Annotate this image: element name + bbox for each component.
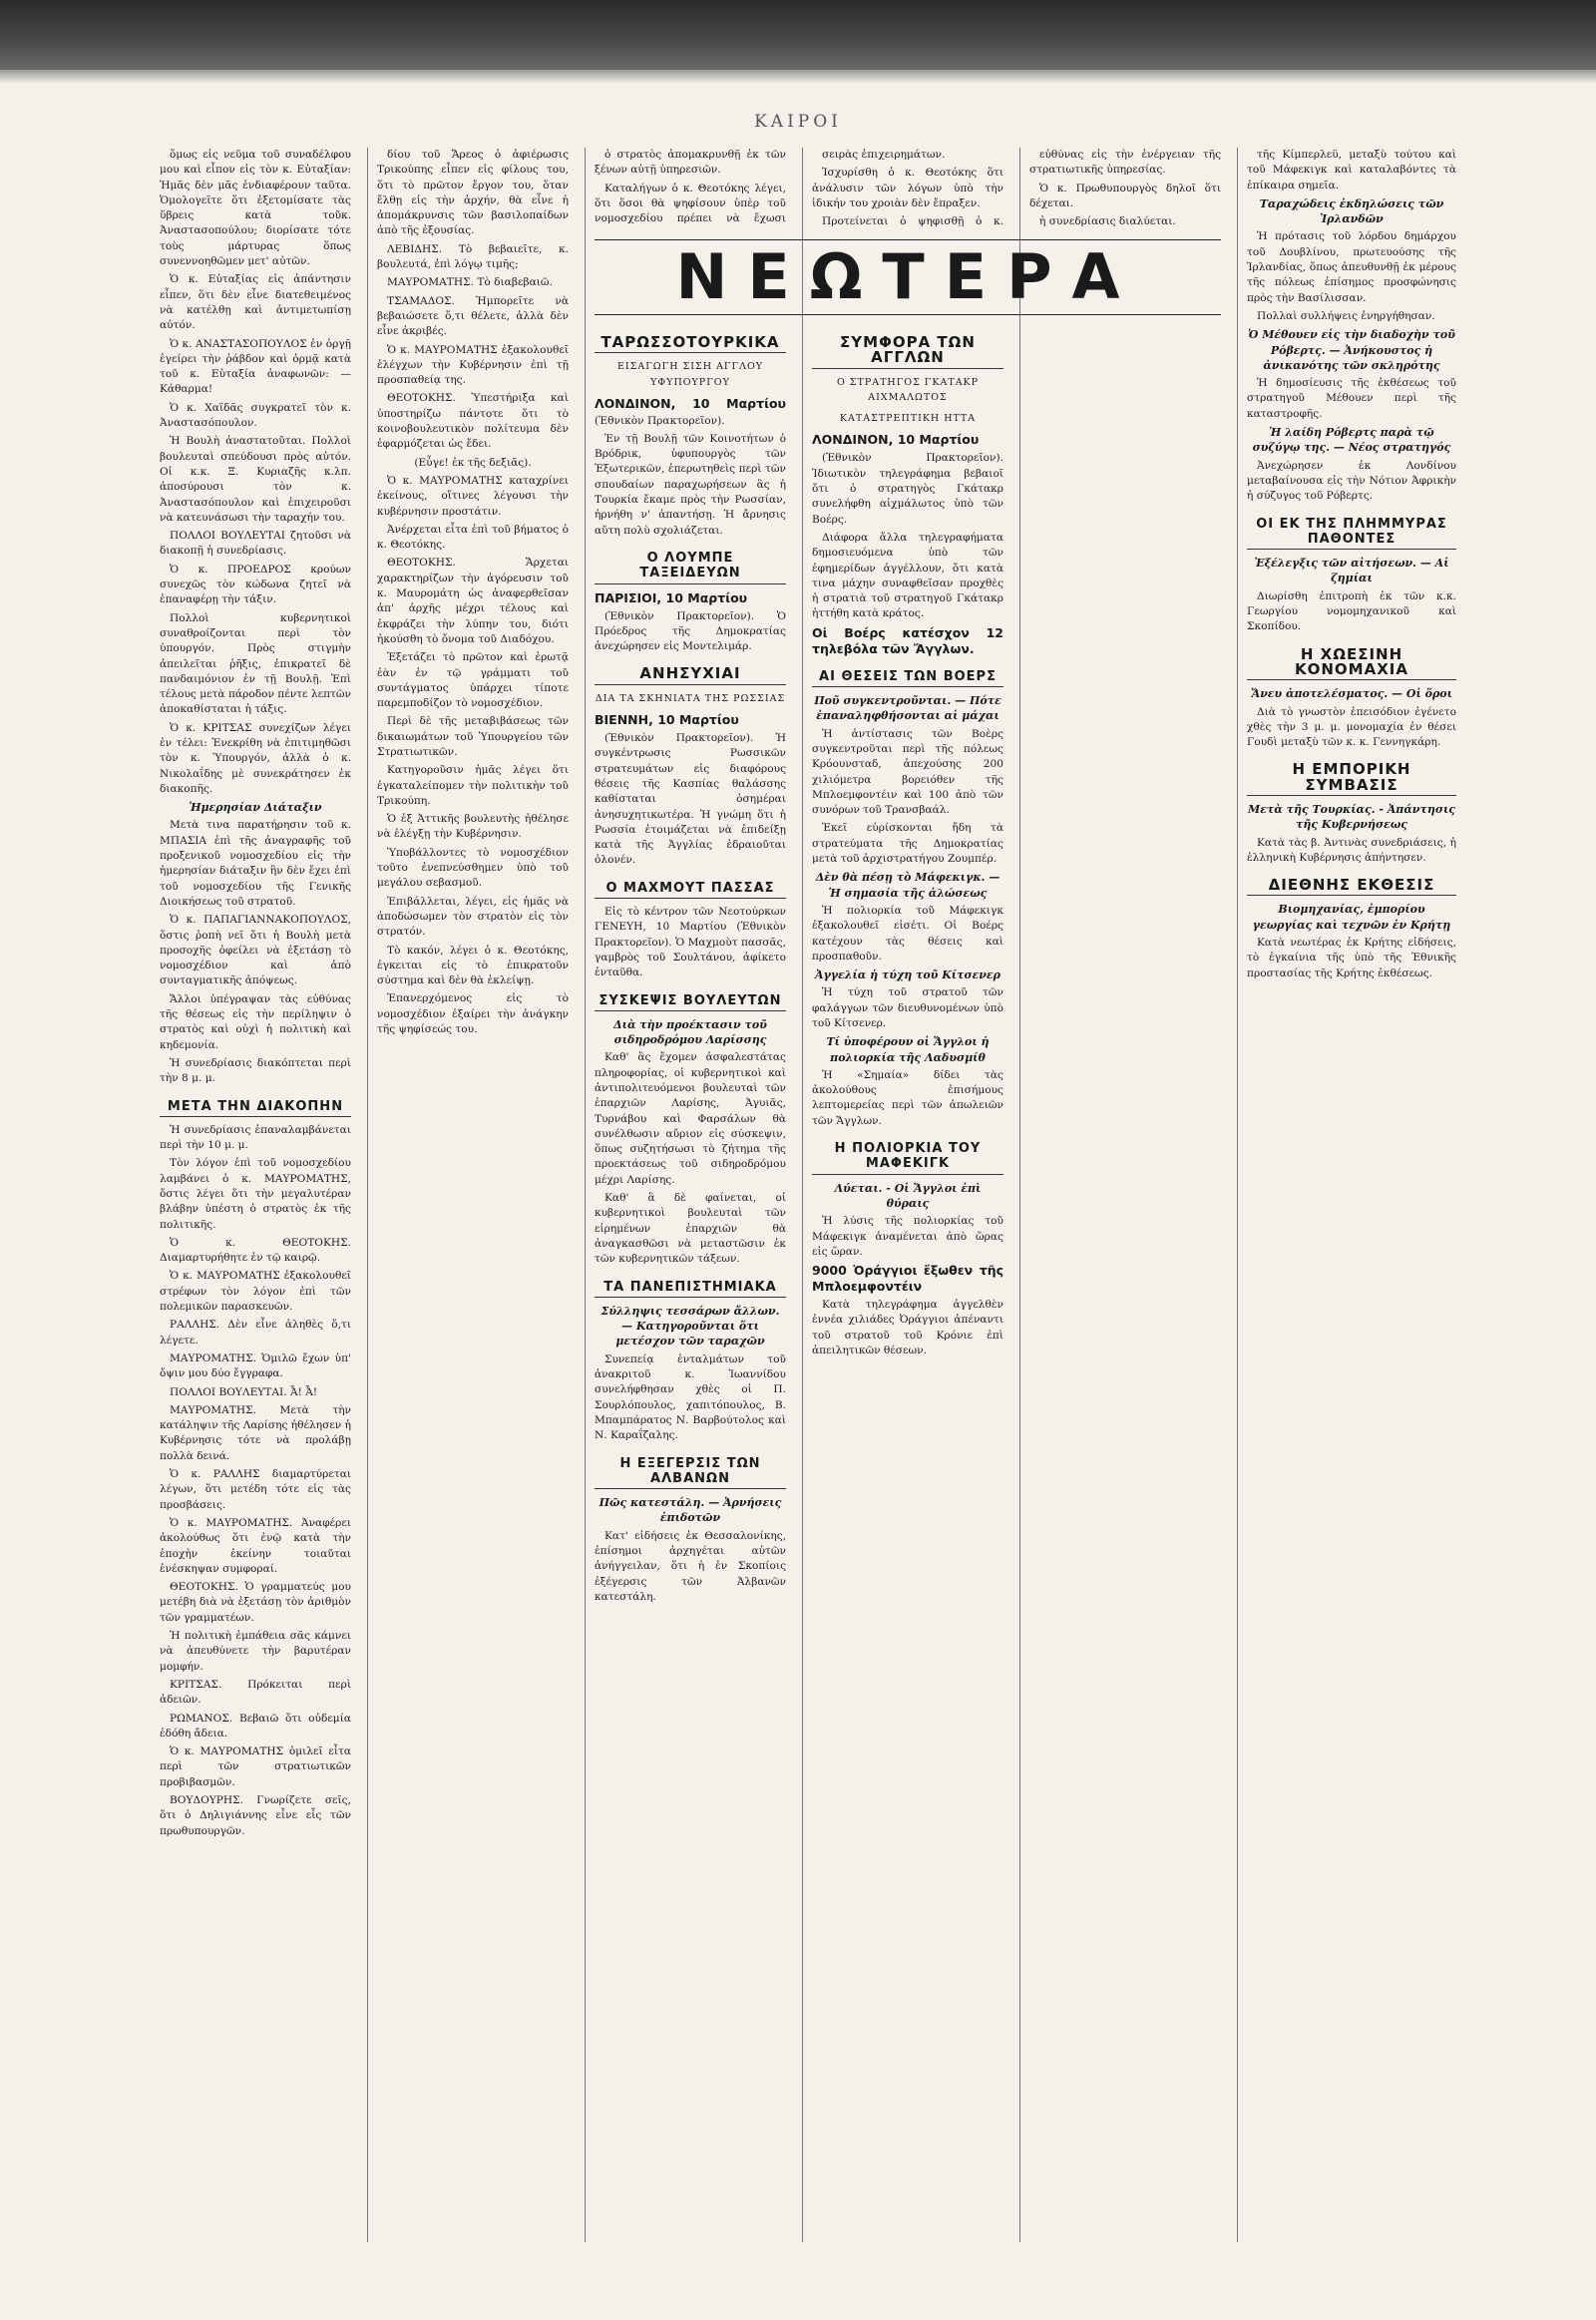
subheading: Ἡμερησίαν Διάταξιν bbox=[189, 801, 322, 815]
paragraph: (Εὖγε! ἐκ τῆς δεξιᾶς). bbox=[414, 456, 532, 469]
paragraph: Εἰς τὸ κέντρον τῶν Νεοτούρκων ΓΕΝΕΥΗ, 10 Μαρτίου (Ἐθνικὸν Πρακτορεῖον). Ὁ Μαχμοὺτ πασσᾶς, γαμβρὸς τοῦ Σουλτάνου, ἀφίκετο ἐνταῦθα. bbox=[595, 906, 786, 979]
column-rule bbox=[585, 148, 586, 2242]
paragraph: ΛΕΒΙΔΗΣ. Τὸ βεβαιεῖτε, κ. βουλευτά, ἐπὶ λόγῳ τιμῆς; bbox=[377, 242, 569, 271]
column-4-top bbox=[812, 148, 1003, 227]
section-heading: ΤΑΡΩΣΣΟΤΟΥΡΚΙΚΑ bbox=[595, 333, 786, 353]
paragraph: ΘΕΟΤΟΚΗΣ. Ὑπεστήριξα καὶ ὑποστηρίζω πάντοτε ὅτι τὸ κοινοβουλευτικὸν πολίτευμα δὲν ἐφαρμόζεται ὡς ἔδει. bbox=[377, 392, 569, 451]
paragraph: Διωρίσθη ἐπιτροπὴ ἐκ τῶν κ.κ. Γεωργίου νομομηχανικοῦ καὶ Σκοπίδου. bbox=[1247, 589, 1456, 633]
paragraph: Ὁ ἐξ Ἀττικῆς βουλευτὴς ἠθέλησε νὰ ἐλέγξῃ τὴν Κυβέρνησιν. bbox=[377, 813, 569, 841]
news-column-b bbox=[812, 323, 1003, 2242]
subheading: Τί ὑποφέρουν οἱ Ἄγγλοι ἡ πολιορκία τῆς Λαδυσμίθ bbox=[826, 1035, 990, 1064]
paragraph: Ἐκεῖ εὑρίσκονται ἤδη τὰ στρατεύματα τῆς Δημοκρατίας μετὰ τοῦ ἀρχιστρατήγου Ζουμπέρ. bbox=[812, 822, 1003, 866]
column-rule bbox=[1237, 148, 1238, 2242]
paragraph: Ἡ Βουλὴ ἀναστατοῦται. Πολλοὶ βουλευταὶ σπεύδουσι πρὸς αὐτόν. Οἱ κ.κ. Ξ. Κυριαζῆς κ.λπ. ἀποσύρουσι τὸν κ. Ἀναστασόπουλον καὶ ἐπιχειροῦσι νὰ κατευνάσωσι τὴν ταραχήν του. bbox=[160, 435, 351, 524]
paragraph: ΠΟΛΛΟΙ ΒΟΥΛΕΥΤΑΙ ζητοῦσι νὰ διακοπῇ ἡ συνεδρίασις. bbox=[160, 530, 351, 558]
paragraph: Ἐπανερχόμενος εἰς τὸ νομοσχέδιον ἐξαίρει τὴν ἀνάγκην τῆς ψηφίσεώς του. bbox=[377, 992, 569, 1036]
paragraph: ὅμως εἰς νεῦμα τοῦ συναδέλφου μου καὶ εἶπον εἰς τὸν κ. Εὐταξίαν: Ἡμᾶς δὲν μᾶς ἐνδιαφέρουν ταῦτα. Ὁμολογεῖτε ὅτι ἐξετομίσατε τὰς ὕβρεις κατὰ τοῦκ. Ἀναστασοπούλου; διορίσατε τότε τοὺς μάρτυρας ὅπως συνεννοηθῶμεν μετ' αὐτῶν. bbox=[160, 149, 351, 268]
paragraph: Ἰσχυρίσθη ὁ κ. Θεοτόκης ὅτι ἀνάλυσιν τῶν λόγων ὑπὸ τὴν ἰδικήν του χροιὰν δὲν ἔπραξεν. bbox=[812, 167, 1003, 209]
subheading: Διὰ τὴν προέκτασιν τοῦ σιδηροδρόμου Λαρίσσης bbox=[613, 1017, 767, 1047]
paragraph: Ἡ πρότασις τοῦ λόρδου δημάρχου τοῦ Δουβλίνου, πρωτευούσης τῆς Ἰρλανδίας, ὅπως ἀπευθυνθῇ ἐκ μέρους τῆς πόλεως ἐπίσημος προσφώνησις πρὸς τὴν Βασίλισσαν. bbox=[1247, 230, 1456, 304]
paragraph: δίου τοῦ Ἄρεος ὁ ἀφιέρωσις Τρικούπης εἶπεν εἰς φίλους του, ὅτι τὸ πρῶτον ἔργον του, ὅταν ἔλθῃ εἰς τὴν ἀρχήν, θὰ εἶνε ἡ ἀπομάκρυνσις τῶν βασιλοπαίδων ἀπὸ τῆς ἐξουσίας. bbox=[377, 149, 569, 237]
paragraph: ΘΕΟΤΟΚΗΣ. Ὁ γραμματεύς μου μετέβη διὰ νὰ ἐξετάσῃ τὸν ἀριθμὸν τῶν γραμματέων. bbox=[160, 1581, 351, 1624]
section-heading: Η ΠΟΛΙΟΡΚΙΑ ΤΟΥ ΜΑΦΕΚΙΓΚ bbox=[812, 1139, 1003, 1175]
subheading: Ἀγγελία ἡ τύχη τοῦ Κίτσενερ bbox=[815, 968, 1000, 982]
paragraph: Κατ' εἰδήσεις ἐκ Θεσσαλονίκης, ἐπίσημοι ἀρχηγέται αὐτῶν ἀνήγγειλαν, ὅτι ἡ ἐν Σκοπίοις ἐξέγερσις τῶν Ἀλβανῶν κατεστάλη. bbox=[595, 1529, 786, 1603]
subheading: Ἐξέλεγξις τῶν αἰτήσεων. — Αἱ ζημίαι bbox=[1254, 557, 1449, 585]
paragraph: Ἡ ἀντίστασις τῶν Βοὲρς συγκεντροῦται περὶ τῆς πόλεως Κρόουνσταδ, ἀπεχούσης 200 χιλιόμετρα βορειόθεν τῆς Μπλοεμφοντέιν καὶ 100 ἀπὸ τῶν συνόρων τοῦ Τρανσβαάλ. bbox=[812, 727, 1003, 817]
paragraph: Διὰ τὸ γνωστὸν ἐπεισόδιον ἐγένετο χθὲς τὴν 3 μ. μ. μονομαχία ἐν θέσει Γουδὶ μεταξὺ τῶν κ. κ. Γεννηγκάρη. bbox=[1247, 705, 1456, 749]
section-subheading: Ο ΣΤΡΑΤΗΓΟΣ ΓΚΑΤΑΚΡ ΑΙΧΜΑΛΩΤΟΣ bbox=[836, 376, 980, 403]
paragraph: Ἄλλοι ὑπέγραψαν τὰς εὐθύνας τῆς θέσεως εἰς τὴν περίληψιν ὁ στρατὸς καὶ οὐχὶ ἡ πολιτικὴ καὶ κηδεμονία. bbox=[160, 992, 351, 1051]
section-heading: ΑΝΗΣΥΧΙΑΙ bbox=[595, 664, 786, 684]
paragraph: Καθ' ἃ δὲ φαίνεται, οἱ κυβερνητικοὶ βουλευταὶ τῶν εἰρημένων ἐπαρχιῶν θὰ ἀναγκασθῶσι νὰ μεταστῶσιν ἐκ τῶν κυβερνητικῶν τάξεων. bbox=[595, 1192, 786, 1266]
paragraph: Ὁ κ. Εὐταξίας εἰς ἀπάντησιν εἶπεν, ὅτι δὲν εἶνε διατεθειμένος νὰ κατέλθῃ καὶ ἀντιμετωπίσῃ αὐτόν. bbox=[160, 273, 351, 332]
paragraph: Ἐπιβάλλεται, λέγει, εἰς ἡμᾶς νὰ ἀποδώσωμεν τὸν στρατὸν εἰς τὸν στρατόν. bbox=[377, 895, 569, 939]
paragraph: σειρὰς ἐπιχειρημάτων. bbox=[822, 149, 946, 161]
paragraph: Ὁ κ. ΑΝΑΣΤΑΣΟΠΟΥΛΟΣ ἐν ὀργῇ ἐγείρει τὴν ῥάβδον καὶ ὁρμᾷ κατὰ τοῦ κ. Εὐταξία ἀναφωνῶν: — Κάθαρμα! bbox=[160, 337, 351, 396]
section-heading: ΤΑ ΠΑΝΕΠΙΣΤΗΜΙΑΚΑ bbox=[595, 1278, 786, 1298]
bold-line: 9000 Ὀράγγιοι ἔξωθεν τῆς Μπλοεμφοντέιν bbox=[812, 1263, 1003, 1295]
section-heading: ΔΙΕΘΝΗΣ ΕΚΘΕΣΙΣ bbox=[1247, 876, 1456, 896]
paragraph: Ὁ κ. ΡΑΛΛΗΣ διαμαρτύρεται λέγων, ὅτι μετέδη τότε εἰς τὰς προσβάσεις. bbox=[160, 1468, 351, 1511]
paragraph: ΡΩΜΑΝΟΣ. Βεβαιῶ ὅτι οὐδεμία ἐδόθη ἄδεια. bbox=[160, 1712, 351, 1740]
paragraph: Ἀνεχώρησεν ἐκ Λονδίνου μεταβαίνουσα εἰς τὴν Νότιον Ἀφρικὴν ἡ σύζυγος τοῦ Ρόβερτς. bbox=[1247, 459, 1456, 503]
paragraph: Κατὰ τὰς β. Ἀντινὰς συνεδριάσεις, ἡ ἑλληνικὴ Κυβέρνησις ἀπήντησεν. bbox=[1247, 836, 1456, 864]
paragraph: Καθ' ἃς ἔχομεν ἀσφαλεστάτας πληροφορίας, οἱ κυβερνητικοὶ καὶ ἀντιπολιτευόμενοι βουλευταὶ τῶν ἐπαρχιῶν Λαρίσης, Ἀγυιᾶς, Τυρνάβου καὶ Φαρσάλων θὰ συνέλθωσιν αὔριον εἰς σύσκεψιν, ὅπως συζητήσωσι τὸ ζήτημα τῆς προεκτάσεως τοῦ σιδηροδρόμου μέχρι Λαρίσης. bbox=[595, 1051, 786, 1186]
column-6 bbox=[1247, 148, 1456, 2242]
paragraph: ΠΟΛΛΟΙ ΒΟΥΛΕΥΤΑΙ. Ἆ! Ἆ! bbox=[170, 1385, 318, 1398]
newspaper-page bbox=[160, 148, 1456, 2262]
subheading: Ποῦ συγκεντροῦνται. — Πότε ἐπαναληφθήσονται αἱ μάχαι bbox=[814, 694, 1001, 723]
dateline: ΠΑΡΙΣΙΟΙ, 10 Μαρτίου bbox=[595, 589, 748, 605]
paragraph: ΜΑΥΡΟΜΑΤΗΣ. Μετὰ τὴν κατάληψιν τῆς Λαρίσης ἠθέλησεν ἡ Κυβέρνησις τότε νὰ προλάβῃ πολλὰ δεινά. bbox=[160, 1403, 351, 1462]
paragraph: Διάφορα ἄλλα τηλεγραφήματα δημοσιευόμενα ὑπὸ τῶν ἐφημερίδων ἀγγέλλουν, ὅτι κατὰ τινα μάχην συναφθεῖσαν προχθὲς ἡ στρατιὰ τοῦ στρατηγοῦ Γκάτακρ ἡττήθη κατὰ κράτος. bbox=[812, 531, 1003, 620]
subheading: Βιομηχανίας, ἐμπορίου γεωργίας καὶ τεχνῶν ἐν Κρήτῃ bbox=[1252, 903, 1451, 932]
paragraph: Ἡ πολιτικὴ ἐμπάθεια σᾶς κάμνει νὰ ἀπευθύνετε τὴν βαρυτέραν μομφήν. bbox=[160, 1630, 351, 1673]
section-subheading: ΚΑΤΑΣΤΡΕΠΤΙΚΗ ΗΤΤΑ bbox=[839, 413, 977, 425]
paragraph: ΤΣΑΜΑΔΟΣ. Ἠμπορεῖτε νὰ βεβαιώσετε ὅ,τι θέλετε, ἀλλὰ δὲν εἶνε ἀκριβές. bbox=[377, 294, 569, 338]
section-heading: Η ΕΜΠΟΡΙΚΗ ΣΥΜΒΑΣΙΣ bbox=[1247, 760, 1456, 796]
paragraph: ΜΑΥΡΟΜΑΤΗΣ. Ὁμιλῶ ἔχων ὑπ' ὄψιν μου δύο ἔγγραφα. bbox=[160, 1352, 351, 1380]
subheading: Λύεται. - Οἱ Ἄγγλοι ἐπὶ θύραις bbox=[834, 1181, 982, 1210]
paragraph: Πολλαὶ συλλήψεις ἐνηργήθησαν. bbox=[1257, 309, 1435, 322]
paragraph: Περὶ δὲ τῆς μεταβιβάσεως τῶν δικαιωμάτων τοῦ Ὑπουργείου τῶν Στρατιωτικῶν. bbox=[377, 715, 569, 758]
column-rule bbox=[1019, 148, 1020, 2242]
paragraph: Ἡ τύχη τοῦ στρατοῦ τῶν φαλάγγων τῶν διευθυνομένων ὑπὸ τοῦ Κίτσενερ. bbox=[812, 986, 1003, 1029]
section-heading: Η ΧΩΕΣΙΝΗ ΚΟΝΟΜΑΧΙΑ bbox=[1247, 645, 1456, 681]
paragraph: (Ἐθνικὸν Πρακτορεῖον). Ἡ συγκέντρωσις Ρωσσικῶν στρατευμάτων εἰς διαφόρους θέσεις τῆς Κασπίας θαλάσσης καθίσταται ὁσημέραι ἀνησυχητικωτέρα. Ἡ γνώμη ὅτι ἡ Ρωσσία ἐτοιμάζεται νὰ ἐπιδείξῃ κατὰ τῆς Ἀγγλίας ἑδραιοῦται ὁλονέν. bbox=[595, 732, 786, 867]
paragraph: Κατηγοροῦσιν ἡμᾶς λέγει ὅτι ἐγκαταλείπομεν τὴν πολιτικὴν τοῦ Τρικούπη. bbox=[377, 764, 569, 807]
subheading: Ἄνευ ἀποτελέσματος. — Οἱ ὅροι bbox=[1251, 687, 1452, 701]
neotera-banner: ΝΕΩΤΕΡΑ bbox=[595, 239, 1221, 315]
section-heading: ΣΥΣΚΕΨΙΣ ΒΟΥΛΕΥΤΩΝ bbox=[595, 991, 786, 1011]
scan-top-band bbox=[0, 0, 1596, 70]
paragraph: Καταλήγων ὁ κ. Θεοτόκης λέγει, ὅτι ὅσοι θὰ ψηφίσουν ὑπὲρ τοῦ νομοσχεδίου πρέπει νὰ ἔχωσι bbox=[595, 182, 786, 225]
section-heading: ΑΙ ΘΕΣΕΙΣ ΤΩΝ ΒΟΕΡΣ bbox=[812, 667, 1003, 687]
paragraph: Ἡ δημοσίευσις τῆς ἐκθέσεως τοῦ στρατηγοῦ Μέθουεν περὶ τῆς καταστροφῆς. bbox=[1247, 377, 1456, 420]
paragraph: Ἡ λύσις τῆς πολιορκίας τοῦ Μάφεκιγκ ἀναμένεται ἀπὸ ὥρας εἰς ὥραν. bbox=[812, 1215, 1003, 1258]
section-subheading: ΔΙΑ ΤΑ ΣΚΗΝΙΑΤΑ ΤΗΣ ΡΩΣΣΙΑΣ bbox=[595, 692, 786, 704]
column-5-top bbox=[1029, 148, 1221, 227]
column-2 bbox=[377, 148, 569, 2242]
dateline bbox=[595, 396, 786, 429]
paragraph: Ὁ κ. ΠΡΟΕΔΡΟΣ κρούων συνεχῶς τὸν κώδωνα ζητεῖ νὰ ἐπαναφέρῃ τὴν τάξιν. bbox=[160, 563, 351, 606]
column-rule bbox=[802, 148, 803, 2242]
paragraph: τῆς Κίμπερλεϋ, μεταξὺ τούτου καὶ τοῦ Μάφεκιγκ καὶ καταλαβόντες τὰ ἐπίκαιρα σημεῖα. bbox=[1247, 149, 1456, 192]
paragraph: Ὁ κ. Πρωθυπουργὸς δηλοῖ ὅτι δέχεται. bbox=[1029, 182, 1221, 209]
paragraph: Πολλοὶ κυβερνητικοὶ συναθροίζονται περὶ τὸν ὑπουργόν. Πρὸς στιγμὴν ἀπειλεῖται ῥῆξις, ἐπικρατεῖ δὲ πανδαιμόνιον ἐν τῇ Βουλῇ. Ἐπὶ τέλους μετὰ πάροδον πέντε λεπτῶν ἀποκαθίσταται ἡ τάξις. bbox=[160, 611, 351, 716]
paragraph: Ὁ κ. ΘΕΟΤΟΚΗΣ. Διαμαρτυρήθητε ἐν τῷ καιρῷ. bbox=[160, 1236, 351, 1265]
dateline-source: (Ἐθνικὸν Πρακτορεῖον). bbox=[595, 414, 725, 427]
section-heading: ΜΕΤΑ ΤΗΝ ΔΙΑΚΟΠΗΝ bbox=[160, 1097, 351, 1117]
subheading: Δὲν θὰ πέσῃ τὸ Μάφεκιγκ. — Ἡ σημασία τῆς ἀλώσεως bbox=[815, 871, 1000, 900]
paragraph: ΜΑΥΡΟΜΑΤΗΣ. Τὸ διαβεβαιῶ. bbox=[387, 276, 553, 289]
paragraph: Ἐξετάζει τὸ πρῶτον καὶ ἐρωτᾷ ἐὰν ἐν τῷ γράμματι τοῦ συντάγματος ὑπάρχει τίποτε παρεμποδίζον τὸ νομοσχέδιον. bbox=[377, 651, 569, 710]
paragraph: ΘΕΟΤΟΚΗΣ. Ἄρχεται χαρακτηρίζων τὴν ἀγόρευσιν τοῦ κ. Μαυρομάτη ὡς ἀναφερθεῖσαν ἀπ' ἀρχῆς μέχρι τέλους καὶ ἐκφράζει τὴν λύπην του, διότι ἠκούσθη τὸ ὄνομα τοῦ Διαδόχου. bbox=[377, 557, 569, 645]
subheading: Ὁ Μέθουεν εἰς τὴν διαδοχὴν τοῦ Ρόβερτς. — Ἀνήκουστος ἡ ἀνικανότης τῶν σκληρότης bbox=[1248, 328, 1455, 372]
paragraph: Ἡ συνεδρίασις διακόπτεται περὶ τὴν 8 μ. μ. bbox=[160, 1056, 351, 1085]
paragraph: Ὁ κ. ΜΑΥΡΟΜΑΤΗΣ ἐξακολουθεῖ ἐλέγχων τὴν Κυβέρνησιν ἐπὶ τῇ προσπαθείᾳ της. bbox=[377, 343, 569, 387]
section-heading: ΣΥΜΦΟΡΑ ΤΩΝ ΑΓΓΛΩΝ bbox=[812, 333, 1003, 369]
paragraph: Μετὰ τινα παρατήρησιν τοῦ κ. ΜΠΑΣΙΑ ἐπὶ τῆς ἀναγραφῆς τοῦ προξενικοῦ νομοσχεδίου εἰς τὴν ἡμερησίαν διάταξιν ἣν δὲν ἔχει ἐπὶ τοῦ νομοσχεδίου τῆς Γενικῆς Διοικήσεως τοῦ στρατοῦ. bbox=[160, 819, 351, 908]
subheading: Ταραχώδεις ἐκδηλώσεις τῶν Ἰρλανδῶν bbox=[1259, 196, 1444, 226]
dateline: ΛΟΝΔΙΝΟΝ, 10 Μαρτίου bbox=[812, 432, 980, 448]
paragraph: Ἀνέρχεται εἶτα ἐπὶ τοῦ βήματος ὁ κ. Θεοτόκης. bbox=[377, 523, 569, 552]
section-heading: Ο ΜΑΧΜΟΥΤ ΠΑΣΣΑΣ bbox=[595, 879, 786, 899]
column-1 bbox=[160, 148, 351, 2242]
paragraph: Ἐν τῇ Βουλῇ τῶν Κοινοτήτων ὁ Βρόδρικ, ὑφυπουργὸς τῶν Ἐξωτερικῶν, ἐπερωτηθεὶς περὶ τῶν σπουδαίων παραχωρήσεων ἃς ἡ Τουρκία ἔκαμε πρὸς τὴν Ρωσσίαν, ἠρνήθη ν' ἀπαντήσῃ. Ἡ ἄρνησις αὕτη πολὺ σχολιάζεται. bbox=[595, 432, 786, 537]
paragraph: Ὁ κ. Χαϊδᾶς συγκρατεῖ τὸν κ. Ἀναστασόπουλον. bbox=[160, 401, 351, 430]
subheading: Μετὰ τῆς Τουρκίας. - Ἀπάντησις τῆς Κυβερνήσεως bbox=[1248, 802, 1455, 832]
paragraph: ΡΑΛΛΗΣ. Δὲν εἶνε ἀληθὲς ὅ,τι λέγετε. bbox=[160, 1319, 351, 1347]
paragraph: ΚΡΙΤΣΑΣ. Πρόκειται περὶ ἀδειῶν. bbox=[160, 1678, 351, 1707]
paragraph: (Ἐθνικὸν Πρακτορεῖον). Ἰδιωτικὸν τηλεγράφημα βεβαιοῖ ὅτι ὁ στρατηγὸς Γκάτακρ συνελήφθη αἰχμάλωτος ὑπὸ τῶν Βοέρς. bbox=[812, 452, 1003, 526]
subheading: Ἡ λαίδη Ρόβερτς παρὰ τῷ συζύγῳ της. — Νέος στρατηγός bbox=[1252, 426, 1451, 455]
paragraph: Ἡ πολιορκία τοῦ Μάφεκιγκ ἐξακολουθεῖ εἰσέτι. Οἱ Βοέρς κατέχουν τὰς θέσεις καὶ προσπαθοῦν. bbox=[812, 904, 1003, 963]
paragraph: Ἡ συνεδρίασις ἐπαναλαμβάνεται περὶ τὴν 10 μ. μ. bbox=[160, 1123, 351, 1152]
paragraph: Συνεπείᾳ ἐνταλμάτων τοῦ ἀνακριτοῦ κ. Ἰωαννίδου συνελήφθησαν χθὲς οἱ Π. Σουρλόπουλος, χαπιτόπουλος, Β. Μπαμπάρατος Ν. Βαρβούτολος καὶ Ν. Καραΐζαλης. bbox=[595, 1353, 786, 1442]
paragraph: ἡ συνεδρίασις διαλύεται. bbox=[1039, 215, 1176, 227]
section-heading: Η ΕΞΕΓΕΡΣΙΣ ΤΩΝ ΑΛΒΑΝΩΝ bbox=[595, 1454, 786, 1490]
news-column-a bbox=[595, 323, 786, 2242]
paragraph: Τὸν λόγον ἐπὶ τοῦ νομοσχεδίου λαμβάνει ὁ κ. ΜΑΥΡΟΜΑΤΗΣ, ὅστις λέγει ὅτι τὴν μεγαλυτέραν βλάβην ὑπέστη ὁ στρατὸς ἐκ τῆς πολιτικῆς. bbox=[160, 1157, 351, 1231]
paragraph: ὁ στρατὸς ἀπομακρυνθῇ ἐκ τῶν ξένων αὐτῇ ὑπηρεσιῶν. bbox=[595, 149, 786, 177]
paragraph: Ὁ κ. ΜΑΥΡΟΜΑΤΗΣ ὁμιλεῖ εἶτα περὶ τῶν στρατιωτικῶν προβιβασμῶν. bbox=[160, 1745, 351, 1788]
paragraph: (Ἐθνικὸν Πρακτορεῖον). Ὁ Πρόεδρος τῆς Δημοκρατίας ἀνεχώρησεν εἰς Μοντελιμάρ. bbox=[595, 609, 786, 653]
section-heading: ΟΙ ΕΚ ΤΗΣ ΠΛΗΜΜΥΡΑΣ ΠΑΘΟΝΤΕΣ bbox=[1247, 515, 1456, 551]
section-heading: Ο ΛΟΥΜΠΕ ΤΑΞΕΙΔΕΥΩΝ bbox=[595, 549, 786, 584]
paragraph: Ἡ «Σημαία» δίδει τὰς ἀκολούθους ἐπισήμους λεπτομερείας περὶ τῶν ἀπωλειῶν τῶν Ἄγγλων. bbox=[812, 1068, 1003, 1127]
paragraph: Ὁ κ. ΚΡΙΤΣΑΣ συνεχίζων λέγει ἐν τέλει: Ἐνεκρίθη νὰ ἐπιτιμηθῶσι τὸν κ. Ὑπουργόν, ἀλλὰ ὁ κ. Νικολαΐδης μὲ συνεκράτησεν ἐκ διακοπῆς. bbox=[160, 721, 351, 795]
dateline: ΒΙΕΝΝΗ, 10 Μαρτίου bbox=[595, 712, 739, 728]
paragraph: Ὁ κ. ΠΑΠΑΓΙΑΝΝΑΚΟΠΟΥΛΟΣ, ὅστις ῥοπὴ νεῖ ὅτι ἡ Βουλὴ μετὰ προσοχῆς ὀφείλει νὰ ἐξετάσῃ τὸ νομοσχέδιον καὶ ἀπὸ συνταγματικῆς ἀπόψεως. bbox=[160, 914, 351, 987]
paragraph: εὐθύνας εἰς τὴν ἐνέργειαν τῆς στρατιωτικῆς ὑπηρεσίας. bbox=[1029, 149, 1221, 177]
bold-line: Οἱ Βοέρς κατέσχον 12 τηλεβόλα τῶν Ἄγγλων. bbox=[812, 624, 1003, 656]
dateline-text: ΛΟΝΔΙΝΟΝ, 10 Μαρτίου bbox=[595, 395, 786, 411]
paragraph: Τὸ κακόν, λέγει ὁ κ. Θεοτόκης, ἐγκειται εἰς τὸ ἐπικρατοῦν σύστημα καὶ δὲν θὰ ἐκλείψῃ. bbox=[377, 944, 569, 987]
section-subheading: ΕΙΣΑΓΩΓΗ ΣΙΣΗ ΑΓΓΛΟΥ ΥΦΥΠΟΥΡΓΟΥ bbox=[616, 361, 764, 388]
column-3-top bbox=[595, 148, 786, 227]
paragraph: Προτείνεται ὁ ψηφισθῇ ὁ κ. bbox=[822, 215, 1003, 227]
column-rule bbox=[367, 148, 368, 2242]
paragraph: ΒΟΥΔΟΥΡΗΣ. Γνωρίζετε σεῖς, ὅτι ὁ Δηλιγιάννης εἶνε εἷς τῶν πρωθυπουργῶν. bbox=[160, 1793, 351, 1837]
paragraph: Ὁ κ. ΜΑΥΡΟΜΑΤΗΣ καταχρίνει ἐκείνους, οἵτινες λέγουσι τὴν κυβέρνησιν προστάτιν. bbox=[377, 474, 569, 518]
paragraph: Κατὰ νεωτέρας ἐκ Κρήτης εἰδήσεις, τὸ ἐγκαίνια τῆς ὑπὸ τῆς Ἐθνικῆς προστασίας τῆς Κρήτης ἐκθέσεως. bbox=[1247, 937, 1456, 979]
paragraph: Ὁ κ. ΜΑΥΡΟΜΑΤΗΣ ἐξακολουθεῖ στρέφων τὸν λόγον ἐπὶ τῶν πολεμικῶν παρασκευῶν. bbox=[160, 1270, 351, 1314]
subheading: Πῶς κατεστάλη. — Ἀρνήσεις ἐπιδοτῶν bbox=[598, 1496, 782, 1525]
paragraph: Ὑποβάλλοντες τὸ νομοσχέδιον τοῦτο ἐνεπνεύσθημεν ὑπὸ τοῦ μεγάλου σεβασμοῦ. bbox=[377, 846, 569, 890]
subheading: Σύλληψις τεσσάρων ἄλλων. — Κατηγοροῦνται ὅτι μετέσχον τῶν ταραχῶν bbox=[600, 1304, 780, 1349]
paragraph: Κατὰ τηλεγράφημα ἀγγελθὲν ἐννέα χιλιάδες Ὀράγγιοι ἀπέναντι τοῦ στρατοῦ τοῦ Κρόνιε ἐπὶ ἀπειλητικῶν θέσεων. bbox=[812, 1299, 1003, 1357]
masthead: ΚΑΙΡΟΙ bbox=[754, 112, 842, 132]
paragraph: Ὁ κ. ΜΑΥΡΟΜΑΤΗΣ. Ἀναφέρει ἀκολούθως ὅτι ἐνῷ κατὰ τὴν ἐποχὴν ἐκείνην τοιαῦται ἐνέσκηψαν συμφοραί. bbox=[160, 1516, 351, 1575]
